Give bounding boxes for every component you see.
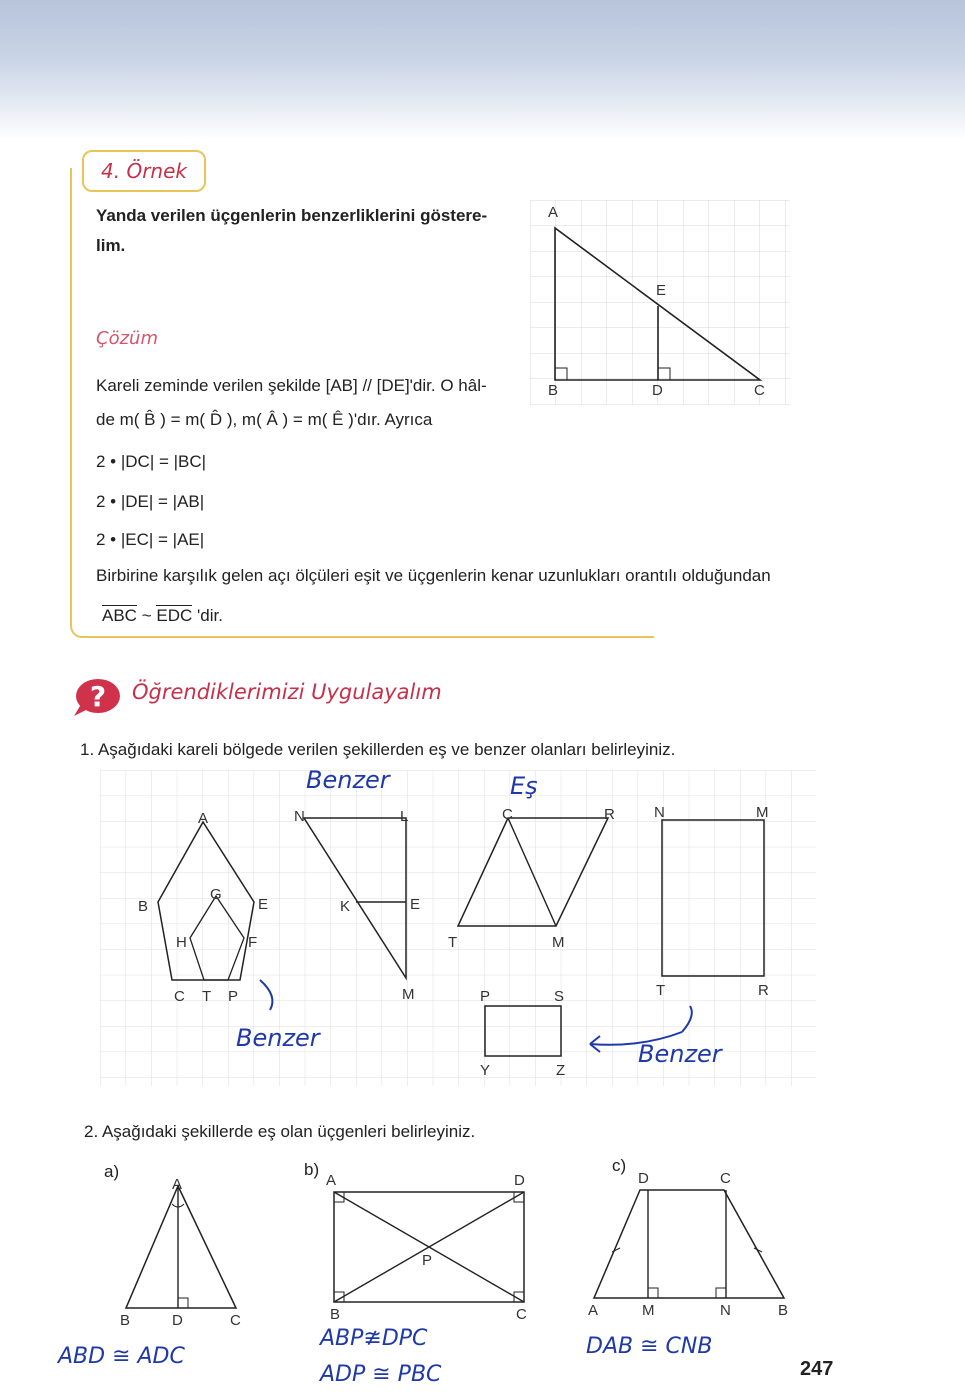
q1-label-R2: R <box>758 982 769 999</box>
q1-label-N: N <box>294 808 305 825</box>
fig-label-B: B <box>548 382 559 399</box>
conclusion-line1: Birbirine karşılık gelen açı ölçüleri eşit ve üçgenlerin kenar uzunlukları orantılı olduğundan <box>96 566 771 585</box>
q2-c-A: A <box>588 1302 599 1319</box>
hand-answer-c: DAB ≅ CNB <box>586 1334 713 1359</box>
q1-label-B: B <box>138 898 149 915</box>
equation-1: 2 • |DC| = |BC| <box>96 452 207 471</box>
q2-a-A: A <box>172 1176 183 1193</box>
q1-label-M2: M <box>552 934 565 951</box>
q1-label-T3: T <box>656 982 666 999</box>
hand-benzer-top: Benzer <box>306 766 390 794</box>
fig-label-E: E <box>656 282 667 299</box>
q2-b-B: B <box>330 1306 341 1323</box>
q2-b-P: P <box>422 1252 433 1269</box>
q2-c-C: C <box>720 1170 731 1187</box>
q1-label-P2: P <box>480 988 491 1005</box>
q2-c-N: N <box>720 1302 731 1319</box>
equation-3: 2 • |EC| = |AE| <box>96 530 205 549</box>
triangle-abc: ABC <box>102 606 137 625</box>
q1-label-M3: M <box>756 804 769 821</box>
q2-b-D: D <box>514 1172 525 1189</box>
q1-label-Y: Y <box>480 1062 491 1079</box>
solution-title: Çözüm <box>96 328 158 349</box>
q1-label-A: A <box>198 810 209 827</box>
q2-c-figure <box>590 1186 790 1302</box>
q1-label-Z: Z <box>556 1062 566 1079</box>
triangle-edc: EDC <box>156 606 193 625</box>
q1-label-L: L <box>400 808 409 825</box>
conclusion-abc <box>102 604 223 628</box>
q1-label-S: S <box>554 988 565 1005</box>
q1-label-E: E <box>258 896 269 913</box>
hand-answer-b1: ABP≇DPC <box>320 1326 428 1351</box>
q1-label-N2: N <box>654 804 665 821</box>
fig-label-C: C <box>754 382 765 399</box>
q2-a-figure <box>120 1180 250 1310</box>
q1-label-P: P <box>228 988 239 1005</box>
example-triangle-figure <box>530 200 800 410</box>
page-number: 247 <box>800 1358 834 1380</box>
fig-label-A: A <box>548 204 559 221</box>
q2-b-C: C <box>516 1306 527 1323</box>
svg-text:?: ? <box>89 680 107 713</box>
hand-es: Eş <box>510 772 538 800</box>
q2-b-label: b) <box>304 1160 320 1179</box>
similar-symbol: ~ <box>141 606 152 625</box>
q1-label-R: R <box>604 806 615 823</box>
example-question-line1: Yanda verilen üçgenlerin benzerliklerini göstere- <box>96 206 488 225</box>
example-question-line2: lim. <box>96 236 126 255</box>
example-tag: 4. Örnek <box>82 150 206 192</box>
q2-b-A: A <box>326 1172 337 1189</box>
conclusion-end: 'dir. <box>197 606 223 625</box>
q1-label-M: M <box>402 986 415 1003</box>
q1-label-G: G <box>210 886 222 903</box>
q2-c-D: D <box>638 1170 649 1187</box>
question-2-text: 2. Aşağıdaki şekillerde eş olan üçgenleri belirleyiniz. <box>84 1122 476 1141</box>
q1-label-H: H <box>176 934 187 951</box>
equation-2: 2 • |DE| = |AB| <box>96 492 205 511</box>
q1-label-K: K <box>340 898 351 915</box>
q1-label-C: C <box>174 988 185 1005</box>
q2-c-label: c) <box>612 1156 627 1175</box>
header-sky-background <box>0 0 965 140</box>
fig-label-D: D <box>652 382 663 399</box>
q2-b-figure <box>330 1188 530 1308</box>
q2-a-D: D <box>172 1312 183 1329</box>
hand-answer-a: ABD ≅ ADC <box>58 1344 185 1369</box>
q2-a-B: B <box>120 1312 131 1329</box>
solution-line2: de m( B̂ ) = m( D̂ ), m( Â ) = m( Ê )'dır. Ayrıca <box>96 410 433 429</box>
q2-c-M: M <box>642 1302 655 1319</box>
q1-label-T: T <box>202 988 212 1005</box>
q1-label-T2: T <box>448 934 458 951</box>
q1-label-C2: C <box>502 806 513 823</box>
q2-a-C: C <box>230 1312 241 1329</box>
q1-label-E2: E <box>410 896 421 913</box>
question-1-text: 1. Aşağıdaki kareli bölgede verilen şekillerden eş ve benzer olanları belirleyiniz. <box>80 740 676 759</box>
hand-answer-b2: ADP ≅ PBC <box>320 1362 442 1387</box>
solution-line1: Kareli zeminde verilen şekilde [AB] // [DE]'dir. O hâl- <box>96 376 487 395</box>
q2-c-B: B <box>778 1302 789 1319</box>
hand-benzer-left: Benzer <box>236 1024 320 1052</box>
q1-label-F: F <box>248 934 258 951</box>
q2-a-label: a) <box>104 1162 120 1181</box>
question-mark-icon <box>72 676 120 716</box>
hand-benzer-right: Benzer <box>638 1040 722 1068</box>
section-title: Öğrendiklerimizi Uygulayalım <box>132 680 442 704</box>
